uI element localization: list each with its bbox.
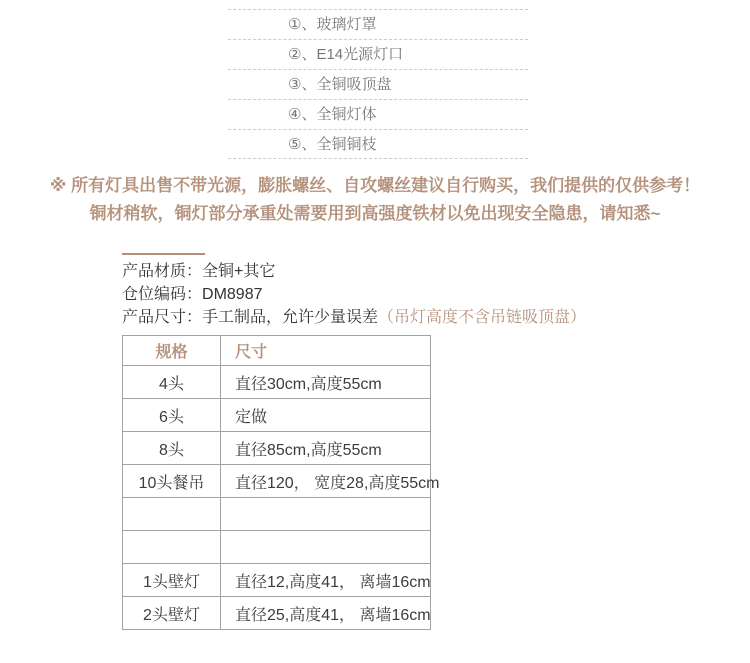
spec-cell: 2头壁灯 xyxy=(123,597,221,630)
table-row-empty xyxy=(123,531,431,564)
info-label: 产品尺寸： xyxy=(122,309,203,326)
size-cell: 直径85cm,高度55cm xyxy=(221,432,431,465)
spec-cell: 1头壁灯 xyxy=(123,564,221,597)
feature-item-label: ④、全铜灯体 xyxy=(288,106,377,123)
info-value: DM8987 xyxy=(202,286,263,303)
feature-item-4 xyxy=(228,99,528,129)
spec-cell xyxy=(123,498,221,531)
table-row xyxy=(123,564,431,597)
feature-item-2 xyxy=(228,39,528,69)
feature-item-5 xyxy=(228,129,528,159)
product-info xyxy=(122,260,586,329)
spec-table-header-row xyxy=(123,336,431,366)
table-row xyxy=(123,432,431,465)
size-cell xyxy=(221,498,431,531)
feature-item-label: ②、E14光源灯口 xyxy=(288,46,404,63)
size-cell: 直径120， 宽度28,高度55cm xyxy=(221,465,431,498)
feature-item-label: ⑤、全铜铜枝 xyxy=(288,136,377,153)
info-row-size xyxy=(122,306,586,329)
sale-notice-line-1: ※ 所有灯具出售不带光源，膨胀螺丝、自攻螺丝建议自行购买，我们提供的仅供参考！ xyxy=(49,176,701,195)
section-accent-line xyxy=(122,253,205,255)
table-row xyxy=(123,597,431,630)
size-cell: 直径30cm,高度55cm xyxy=(221,366,431,399)
size-cell: 直径25,高度41， 离墙16cm xyxy=(221,597,431,630)
size-cell: 定做 xyxy=(221,399,431,432)
info-value: 全铜+其它 xyxy=(202,263,276,280)
info-row-material xyxy=(122,260,586,283)
spec-cell: 6头 xyxy=(123,399,221,432)
spec-cell xyxy=(123,531,221,564)
feature-list xyxy=(228,9,528,159)
spec-header: 规格 xyxy=(123,336,221,366)
info-label: 仓位编码： xyxy=(122,286,203,303)
table-row xyxy=(123,465,431,498)
info-row-warehouse-code xyxy=(122,283,586,306)
info-size-note: （吊灯高度不含吊链吸顶盘） xyxy=(378,309,587,326)
spec-table xyxy=(122,335,440,630)
feature-item-label: ③、全铜吸顶盘 xyxy=(288,76,392,93)
spec-cell: 4头 xyxy=(123,366,221,399)
feature-item-3 xyxy=(228,69,528,99)
sale-notice xyxy=(0,172,750,228)
spec-cell: 8头 xyxy=(123,432,221,465)
table-row-empty xyxy=(123,498,431,531)
size-header: 尺寸 xyxy=(221,336,431,366)
info-label: 产品材质： xyxy=(122,263,203,280)
size-cell xyxy=(221,531,431,564)
feature-item-label: ①、玻璃灯罩 xyxy=(288,16,377,33)
size-cell: 直径12,高度41， 离墙16cm xyxy=(221,564,431,597)
feature-item-1 xyxy=(228,9,528,39)
sale-notice-line-2: 铜材稍软，铜灯部分承重处需要用到高强度铁材以免出现安全隐患，请知悉~ xyxy=(89,204,661,223)
info-value: 手工制品，允许少量误差 xyxy=(202,309,379,326)
table-row xyxy=(123,366,431,399)
spec-cell: 10头餐吊 xyxy=(123,465,221,498)
table-row xyxy=(123,399,431,432)
